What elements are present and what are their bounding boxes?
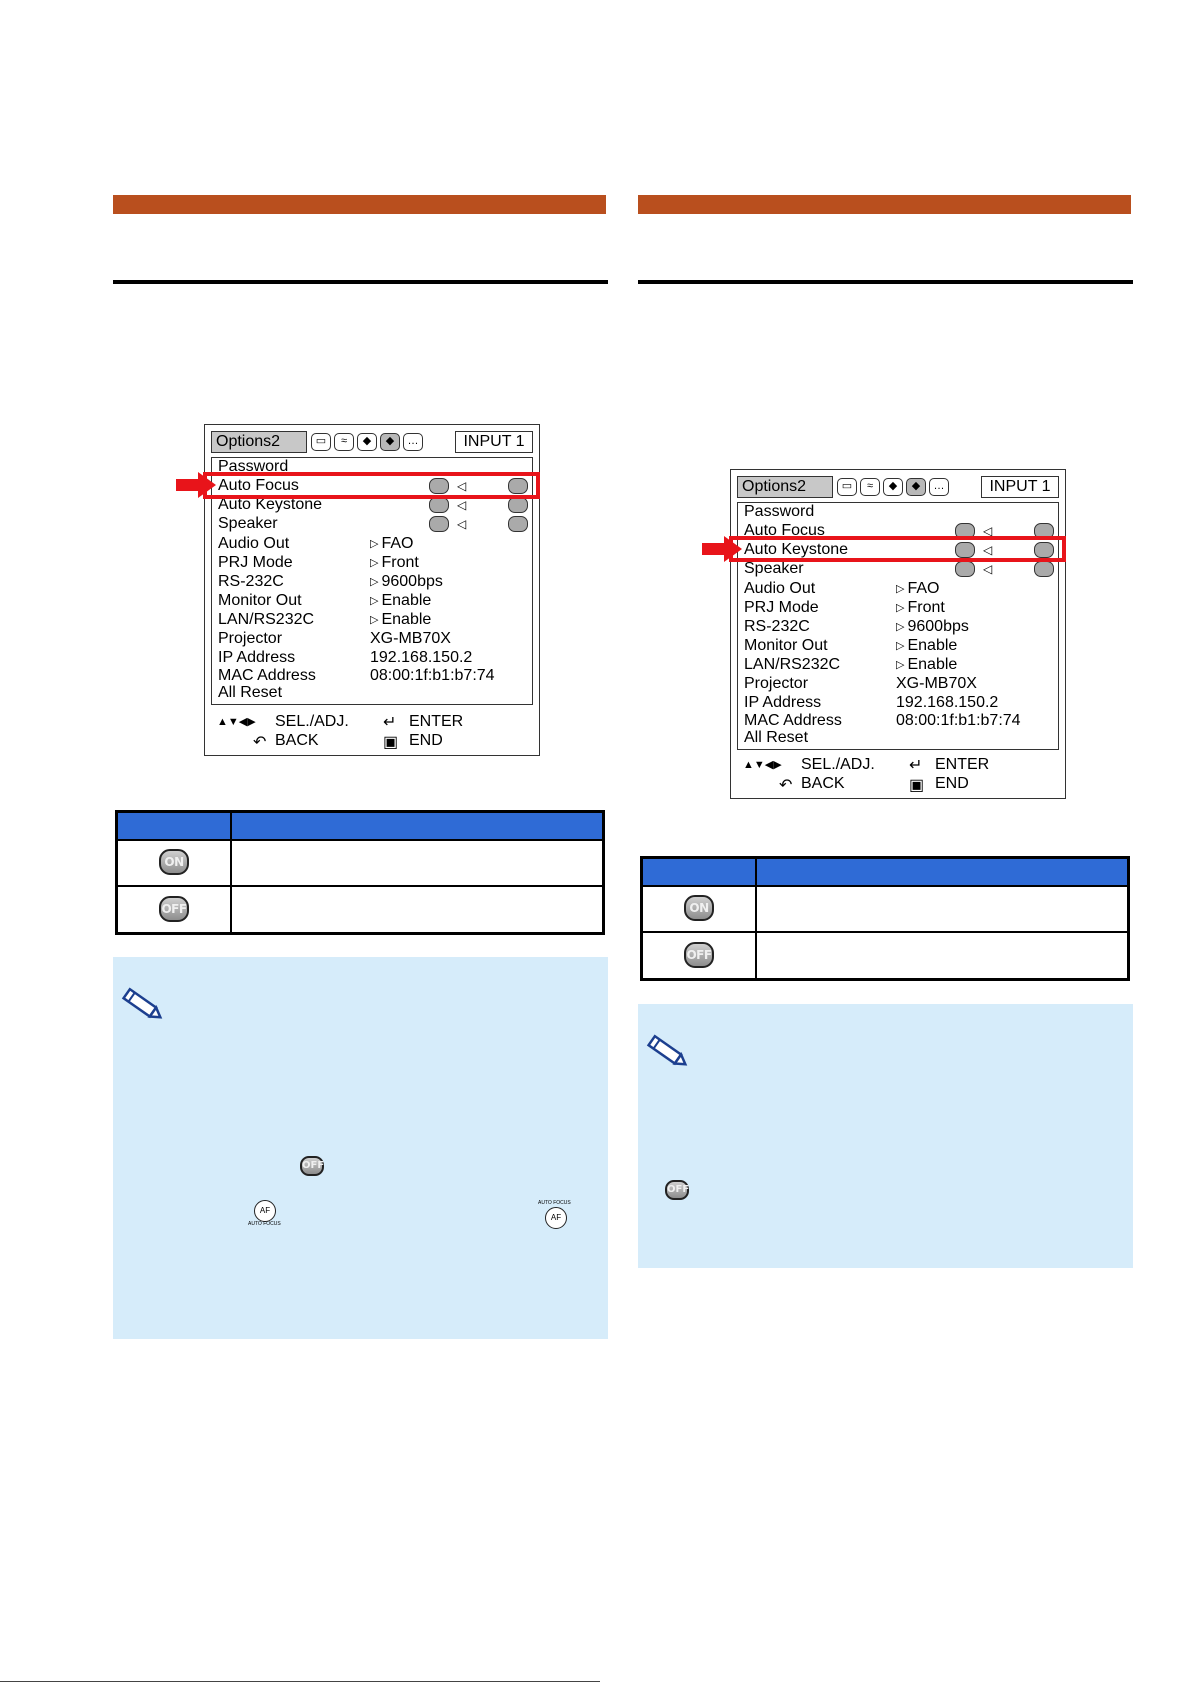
osd-row-prj-mode[interactable]: PRJ Mode ▷ Front: [218, 554, 419, 571]
off-button-icon: OFF: [300, 1156, 324, 1176]
table-row: [643, 931, 1127, 980]
left-highlight-frame: [203, 472, 540, 499]
end-icon: ▣: [909, 777, 925, 794]
osd-row-monitor-out[interactable]: Monitor Out ▷ Enable: [218, 592, 432, 609]
osd-row-auto-keystone[interactable]: Auto Keystone ◁: [218, 496, 526, 514]
osd-row-ip-address: IP Address 192.168.150.2: [744, 694, 999, 711]
osd-row-mac-address: MAC Address 08:00:1f:b1:b7:74: [744, 712, 1021, 729]
right-section-bar: [638, 195, 1131, 214]
osd-row-speaker[interactable]: Speaker ◁: [744, 560, 1052, 578]
osd-row-auto-keystone[interactable]: Auto Keystone ◁: [744, 541, 1052, 559]
osd-on-toggle-icon: [429, 516, 449, 532]
options2-menu-icon[interactable]: ◆: [380, 433, 400, 451]
submenu-arrow-icon: ▷: [370, 557, 379, 569]
right-heading-rule: [638, 280, 1133, 284]
osd-row-rs232c[interactable]: RS-232C ▷ 9600bps: [218, 573, 443, 590]
left-osd-input: INPUT 1: [455, 431, 533, 453]
osd-row-mac-address: MAC Address 08:00:1f:b1:b7:74: [218, 667, 495, 684]
osd-row-ip-address: IP Address 192.168.150.2: [218, 649, 473, 666]
picture-menu-icon[interactable]: ▭: [311, 433, 331, 451]
osd-row-audio-out[interactable]: Audio Out ▷ FAO: [744, 580, 940, 597]
osd-left-arrow-icon: ◁: [457, 498, 467, 512]
submenu-arrow-icon: ▷: [896, 621, 905, 633]
end-icon: ▣: [383, 734, 399, 751]
osd-off-toggle-icon: [508, 497, 528, 513]
osd-row-all-reset[interactable]: All Reset: [218, 684, 283, 701]
osd-row-monitor-out[interactable]: Monitor Out ▷ Enable: [744, 637, 958, 654]
osd-left-arrow-icon: ◁: [983, 562, 993, 576]
osd-row-password[interactable]: Password: [218, 458, 289, 475]
submenu-arrow-icon: ▷: [896, 659, 905, 671]
back-icon: ↶: [779, 777, 793, 794]
table-row: [118, 885, 602, 934]
left-setting-table: [115, 810, 605, 935]
osd-left-arrow-icon: ◁: [457, 517, 467, 531]
right-setting-table: [640, 856, 1130, 981]
table-row: [643, 885, 1127, 931]
table-row: [118, 839, 602, 885]
off-button-icon: OFF: [159, 896, 189, 922]
right-osd-tab[interactable]: Options2: [737, 476, 833, 498]
pencil-note-icon: [644, 1032, 690, 1072]
af-button-icon: AF: [545, 1207, 567, 1229]
submenu-arrow-icon: ▷: [896, 583, 905, 595]
right-highlight-frame: [729, 536, 1066, 562]
fine-sync-menu-icon[interactable]: ≈: [860, 478, 880, 496]
submenu-arrow-icon: ▷: [896, 602, 905, 614]
red-arrow-icon: [702, 536, 742, 562]
fine-sync-menu-icon[interactable]: ≈: [334, 433, 354, 451]
submenu-arrow-icon: ▷: [370, 538, 379, 550]
osd-left-arrow-icon: ◁: [457, 479, 467, 493]
osd-row-lan-rs232c[interactable]: LAN/RS232C ▷ Enable: [218, 611, 432, 628]
enter-icon: ↵: [909, 757, 923, 774]
submenu-arrow-icon: ▷: [370, 595, 379, 607]
right-osd-menu: [730, 469, 1066, 799]
af-caption: AUTO FOCUS: [248, 1221, 281, 1227]
left-note-box: [113, 957, 608, 1339]
back-icon: ↶: [253, 734, 267, 751]
osd-row-speaker[interactable]: Speaker ◁: [218, 515, 526, 533]
osd-on-toggle-icon: [429, 497, 449, 513]
select-arrows-icon: ▲▼◀▶: [217, 716, 256, 728]
submenu-arrow-icon: ▷: [370, 576, 379, 588]
picture-menu-icon[interactable]: ▭: [837, 478, 857, 496]
right-note-box: [638, 1004, 1133, 1268]
select-arrows-icon: ▲▼◀▶: [743, 759, 782, 771]
submenu-arrow-icon: ▷: [896, 640, 905, 652]
osd-off-toggle-icon: [1034, 561, 1054, 577]
left-osd-tab[interactable]: Options2: [211, 431, 307, 453]
osd-row-lan-rs232c[interactable]: LAN/RS232C ▷ Enable: [744, 656, 958, 673]
pencil-note-icon: [119, 985, 165, 1025]
language-menu-icon[interactable]: …: [403, 433, 423, 451]
submenu-arrow-icon: ▷: [370, 614, 379, 626]
osd-row-prj-mode[interactable]: PRJ Mode ▷ Front: [744, 599, 945, 616]
osd-left-arrow-icon: ◁: [983, 524, 993, 538]
af-caption: AUTO FOCUS: [538, 1200, 571, 1206]
left-osd-footer: ▲▼◀▶ SEL./ADJ. ↵ ENTER ↶ BACK ▣ END: [217, 713, 464, 751]
off-button-icon: OFF: [684, 942, 714, 968]
osd-row-projector: Projector XG-MB70X: [218, 630, 451, 647]
right-osd-footer: ▲▼◀▶ SEL./ADJ. ↵ ENTER ↶ BACK ▣ END: [743, 756, 990, 794]
options2-menu-icon[interactable]: ◆: [906, 478, 926, 496]
language-menu-icon[interactable]: …: [929, 478, 949, 496]
af-button-icon: AF: [254, 1200, 276, 1222]
osd-row-password[interactable]: Password: [744, 503, 815, 520]
osd-row-projector: Projector XG-MB70X: [744, 675, 977, 692]
osd-row-all-reset[interactable]: All Reset: [744, 729, 809, 746]
on-button-icon: ON: [684, 895, 714, 921]
left-heading-rule: [113, 280, 608, 284]
osd-left-arrow-icon: ◁: [983, 543, 993, 557]
osd-on-toggle-icon: [955, 561, 975, 577]
off-button-icon: OFF: [665, 1180, 689, 1200]
osd-row-audio-out[interactable]: Audio Out ▷ FAO: [218, 535, 414, 552]
osd-row-rs232c[interactable]: RS-232C ▷ 9600bps: [744, 618, 969, 635]
osd-row-auto-focus[interactable]: Auto Focus ◁: [744, 522, 1052, 540]
enter-icon: ↵: [383, 714, 397, 731]
left-section-bar: [113, 195, 606, 214]
options1-menu-icon[interactable]: ◆: [357, 433, 377, 451]
right-osd-input: INPUT 1: [981, 476, 1059, 498]
osd-off-toggle-icon: [508, 516, 528, 532]
options1-menu-icon[interactable]: ◆: [883, 478, 903, 496]
osd-row-auto-focus[interactable]: Auto Focus ◁: [218, 477, 526, 495]
red-arrow-icon: [176, 472, 216, 498]
page-bottom-rule: [0, 1681, 600, 1682]
on-button-icon: ON: [159, 849, 189, 875]
